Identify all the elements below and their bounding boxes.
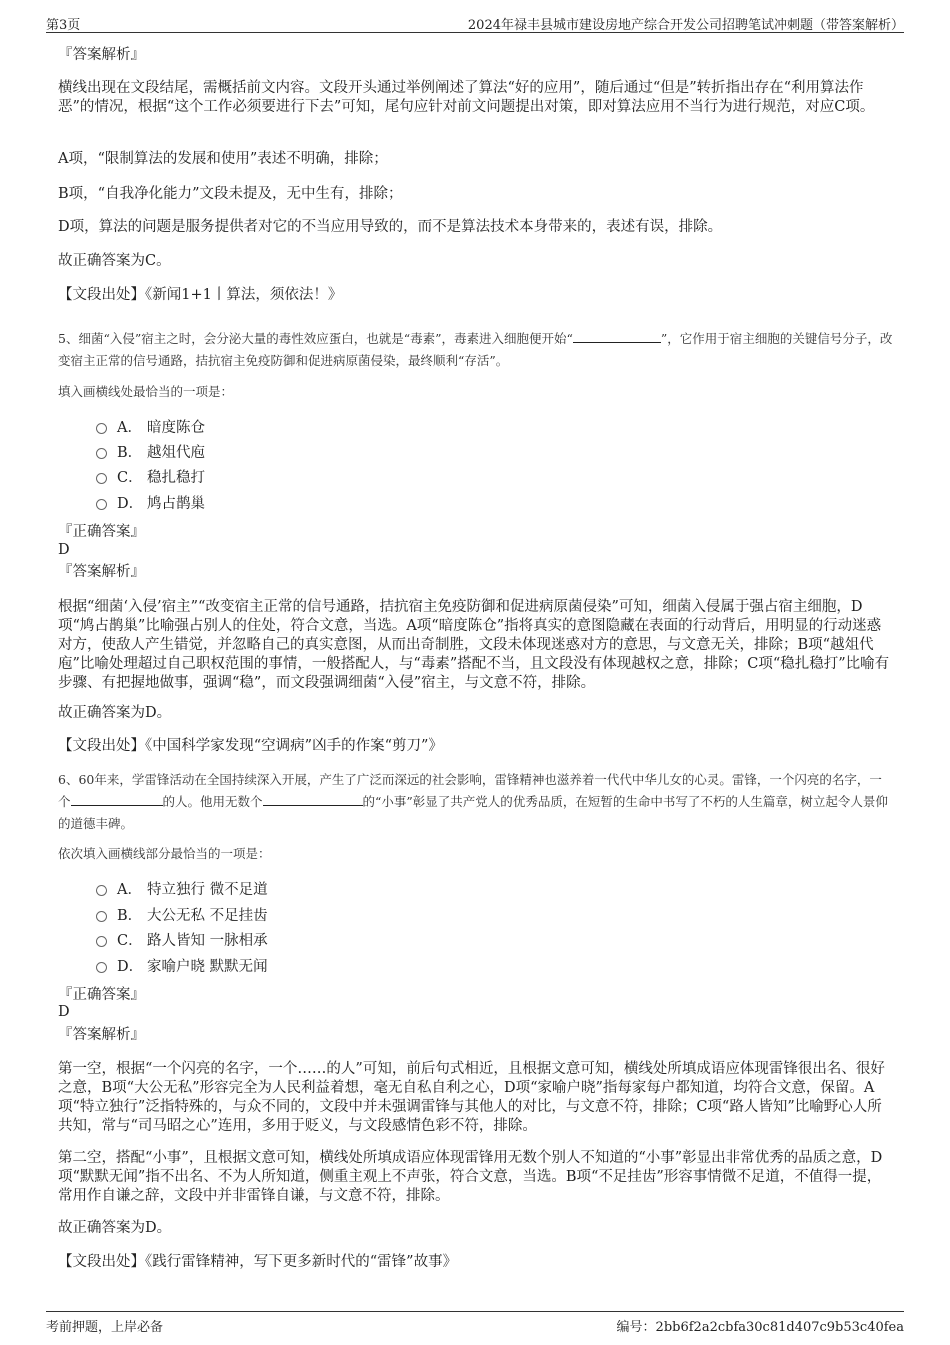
q5-analysis-paragraph: 根据“细菌‘入侵’宿主”“改变宿主正常的信号通路，拮抗宿主免疫防御和促进病原菌侵染”可知，细菌入侵属于强占宿主细胞，D项“鸠占鹊巢”比喻强占别人的住处，符合文意，当选。A项“暗度陈仓”指将真实的意图隐藏在表面的行动背后，用明显的行动迷惑对方，使敌人产生错觉，并忽略自己的真实意图，从而出奇制胜，文段未体现迷惑对方的意思，与文意无关，排除；B项“越俎代庖”比喻处理超过自己职权范围的事情，一般搭配人，与“毒素”搭配不当，且文段没有体现越权之意，排除；C项“稳扎稳打”比喻有步骤、有把握地做事，强调“稳”，而文段强调细菌“入侵”宿主，与文意不符，排除。 [58, 599, 890, 691]
option-text: 大公无私 不足挂齿 [147, 908, 268, 924]
option-text: 暗度陈仓 [147, 420, 205, 436]
q5-correct-label: 『正确答案』 [58, 524, 145, 540]
q6-analysis-paragraph-2: 第二空，搭配“小事”，且根据文意可知，横线处所填成语应体现雷锋用无数个别人不知道的“小事”彰显出非常优秀的品质之意，D项“默默无闻”指不出名、不为人所知道，侧重主观上不声张，符合文意，当选。B项“不足挂齿”形容事情微不足道，不值得一提，常用作自谦之辞，文段中并非雷锋自谦，与文意不符，排除。 [58, 1150, 883, 1204]
q6-conclusion: 故正确答案为D。 [58, 1220, 172, 1236]
option-letter: B． [117, 908, 143, 924]
q6-option-a[interactable] [96, 880, 268, 900]
radio-icon[interactable] [96, 423, 107, 434]
q5-stem-part1: 5、细菌“入侵”宿主之时，会分泌大量的毒性效应蛋白，也就是“毒素”，毒素进入细胞便开始“ [58, 331, 573, 346]
document-title: 2024年禄丰县城市建设房地产综合开发公司招聘笔试冲刺题（带答案解析） [467, 18, 904, 33]
q5-option-d[interactable] [96, 494, 205, 514]
q6-stem-part3: 的“小事”彰显了共产党人的优秀品质，在短暂的生命中书写了不朽的人生篇章，树立起令人景仰的道德丰碑。 [58, 794, 888, 831]
q4-source: 【文段出处】《新闻1+1丨算法，须依法！》 [58, 287, 343, 303]
option-text: 稳扎稳打 [147, 470, 205, 486]
radio-icon[interactable] [96, 962, 107, 973]
q4-point-b: B项，“自我净化能力”文段未提及，无中生有，排除； [58, 186, 403, 202]
option-text: 越俎代庖 [147, 445, 205, 461]
q6-stem [58, 769, 894, 835]
q5-stem [58, 328, 894, 372]
option-letter: A． [117, 420, 142, 436]
option-text: 路人皆知 一脉相承 [147, 933, 268, 949]
q6-analysis-paragraph-1: 第一空，根据“一个闪亮的名字，一个……的人”可知，前后句式相近，且根据文意可知，横线处所填成语应体现雷锋很出名、很好之意，B项“大公无私”形容完全为人民利益着想，毫无自私自利之心，D项“家喻户晓”指每家每户都知道，均符合文意，保留。A项“特立独行”泛指特殊的，与众不同的，文段中并未强调雷锋与其他人的对比，与文意不符，排除；C项“路人皆知”比喻野心人所共知，常与“司马昭之心”连用，多用于贬义，与文段感情色彩不符，排除。 [58, 1061, 885, 1134]
q4-conclusion: 故正确答案为C。 [58, 253, 171, 269]
q5-conclusion: 故正确答案为D。 [58, 705, 172, 721]
q6-correct-label: 『正确答案』 [58, 987, 145, 1003]
option-text: 特立独行 微不足道 [147, 882, 268, 898]
page-number: 第3页 [46, 18, 81, 33]
radio-icon[interactable] [96, 911, 107, 922]
option-letter: D． [117, 959, 144, 975]
document-code: 编号：2bb6f2a2cbfa30c81d407c9b53c40fea [616, 1320, 904, 1335]
option-letter: B． [117, 445, 143, 461]
q5-blank [573, 330, 661, 343]
q5-option-c[interactable] [96, 468, 205, 488]
q6-source: 【文段出处】《践行雷锋精神，写下更多新时代的“雷锋”故事》 [58, 1254, 458, 1270]
q4-analysis-paragraph: 横线出现在文段结尾，需概括前文内容。文段开头通过举例阐述了算法“好的应用”，随后通过“但是”转折指出存在“利用算法作恶”的情况，根据“这个工作必须要进行下去”可知，尾句应针对前文问题提出对策，即对算法应用不当行为进行规范，对应C项。 [58, 80, 875, 115]
q6-blank-2 [263, 793, 363, 806]
radio-icon[interactable] [96, 936, 107, 947]
q6-option-b[interactable] [96, 906, 268, 926]
q5-option-a[interactable] [96, 418, 205, 438]
radio-icon[interactable] [96, 448, 107, 459]
option-letter: C． [117, 933, 143, 949]
q4-analysis-label: 『答案解析』 [58, 47, 145, 63]
footer-slogan: 考前押题，上岸必备 [46, 1320, 164, 1335]
q6-stem-part2: 的人。他用无数个 [162, 794, 263, 809]
radio-icon[interactable] [96, 499, 107, 510]
q6-stem-part1: 6、60年来，学雷锋活动在全国持续深入开展，产生了广泛而深远的社会影响，雷锋精神也滋养着一代代中华儿女的心灵。雷锋，一个闪亮的名字，一个 [58, 772, 882, 809]
option-letter: A． [117, 882, 142, 898]
option-letter: D． [117, 496, 144, 512]
q6-option-c[interactable] [96, 931, 268, 951]
radio-icon[interactable] [96, 473, 107, 484]
option-letter: C． [117, 470, 143, 486]
q5-source: 【文段出处】《中国科学家发现“空调病”凶手的作案“剪刀”》 [58, 738, 443, 754]
page-header [46, 12, 904, 33]
q6-option-d[interactable] [96, 957, 268, 977]
q6-blank-1 [71, 793, 163, 806]
q5-correct-answer: D [58, 542, 70, 558]
q4-point-d: D项，算法的问题是服务提供者对它的不当应用导致的，而不是算法技术本身带来的，表述有误，排除。 [58, 219, 723, 235]
q5-option-b[interactable] [96, 443, 205, 463]
q6-analysis-label: 『答案解析』 [58, 1027, 145, 1043]
q6-correct-answer: D [58, 1004, 70, 1020]
q5-prompt: 填入画横线处最恰当的一项是： [58, 384, 234, 399]
radio-icon[interactable] [96, 885, 107, 896]
q4-point-a: A项，“限制算法的发展和使用”表述不明确，排除； [58, 151, 388, 167]
q5-analysis-label: 『答案解析』 [58, 564, 145, 580]
page-footer [46, 1311, 904, 1336]
q5-stem-part2: ”，它作用于宿主细胞的关键信号分子，改变宿主正常的信号通路，拮抗宿主免疫防御和促进病原菌侵染，最终顺利“存活”。 [58, 331, 893, 368]
option-text: 家喻户晓 默默无闻 [147, 959, 268, 975]
q6-prompt: 依次填入画横线部分最恰当的一项是： [58, 846, 271, 861]
option-text: 鸠占鹊巢 [147, 496, 205, 512]
